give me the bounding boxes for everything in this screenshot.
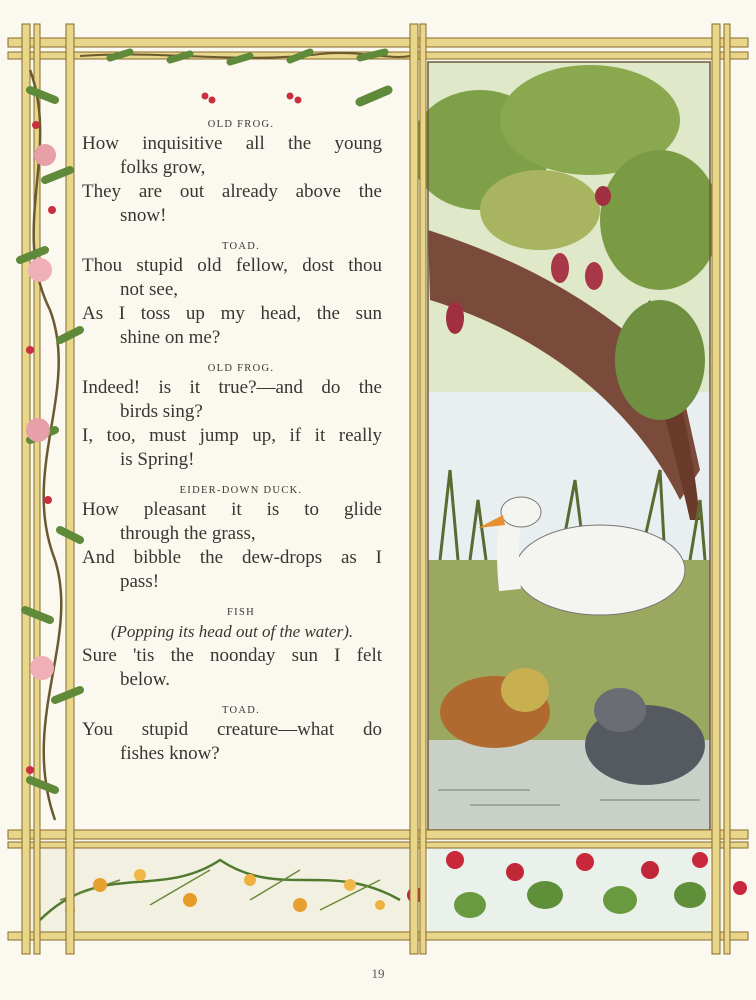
stanza <box>82 704 400 766</box>
speaker-heading: TOAD. <box>221 241 261 252</box>
stanza <box>82 118 400 228</box>
top-vine <box>80 52 410 104</box>
speaker-heading: TOAD. <box>221 705 261 716</box>
speaker-heading: OLD FROG. <box>207 363 275 374</box>
poem-line: Thou stupid old fellow, dost thou <box>82 255 382 276</box>
poem-line: shine on me? <box>120 327 221 348</box>
poem-line: As I toss up my head, the sun <box>82 303 382 324</box>
stanza <box>82 362 400 472</box>
poem-line: I, too, must jump up, if it really <box>82 425 382 446</box>
poem-line: is Spring! <box>120 449 195 470</box>
bottom-gorse-strip <box>30 846 410 932</box>
poem-line: And bibble the dew-drops as I <box>82 547 382 568</box>
page-number: 19 <box>371 966 385 981</box>
poem-line: birds sing? <box>120 401 203 422</box>
illustration-panel <box>410 62 720 830</box>
poem-line: folks grow, <box>120 157 206 178</box>
poem-line: not see, <box>120 279 179 300</box>
stanza <box>82 240 400 350</box>
poem-line: Sure 'tis the noonday sun I felt <box>82 645 382 666</box>
stanza <box>82 484 400 594</box>
poem-line: Indeed! is it true?—and do the <box>82 377 382 398</box>
poem-line: They are out already above the <box>82 181 382 202</box>
poem-line: How inquisitive all the young <box>82 133 382 154</box>
poem-text-panel <box>82 118 400 828</box>
speaker-heading: FISH <box>227 607 255 618</box>
poem-line: below. <box>120 669 170 690</box>
poem-line: snow! <box>120 205 167 226</box>
poem-line: fishes know? <box>120 743 220 764</box>
poem-line: pass! <box>120 571 160 592</box>
stanza <box>82 606 400 692</box>
speaker-heading: OLD FROG. <box>207 119 275 130</box>
bottom-violet-strip <box>407 846 747 932</box>
speaker-heading: EIDER-DOWN DUCK. <box>179 485 303 496</box>
poem-line: through the grass, <box>120 523 256 544</box>
poem-line: You stupid creature—what do <box>82 719 382 740</box>
poem-line: How pleasant it is to glide <box>82 499 382 520</box>
stage-direction: (Popping its head out of the water). <box>110 622 354 641</box>
